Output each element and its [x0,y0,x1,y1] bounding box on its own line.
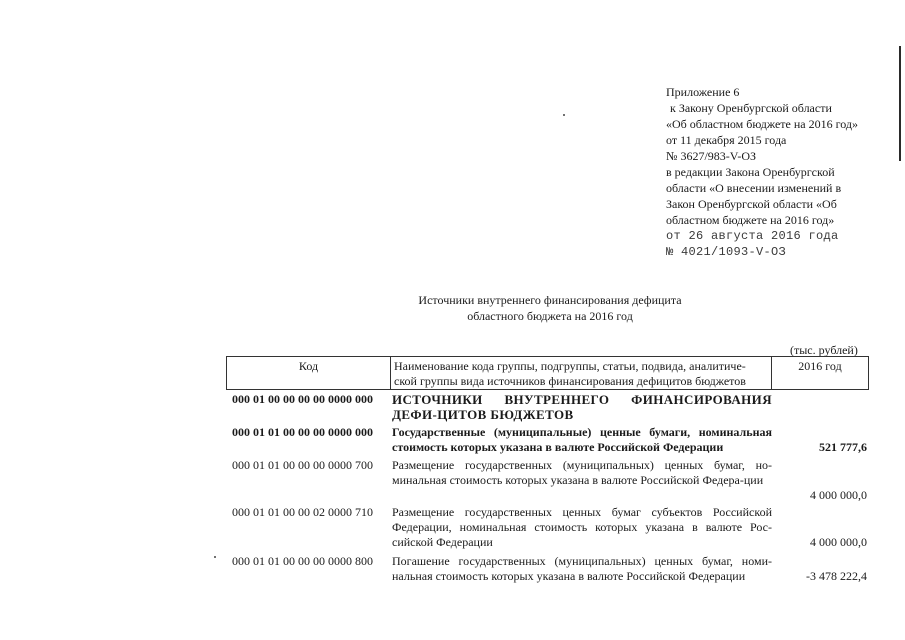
amendment-date-stamp: от 26 августа 2016 года [666,229,839,243]
appendix-line: Закон Оренбургской области «Об [666,197,837,211]
appendix-block [666,84,896,260]
appendix-line: от 11 декабря 2015 года [666,133,787,147]
row-value: 521 777,6 [819,440,867,454]
table-row [226,505,869,550]
table-row [226,425,869,455]
units-label: (тыс. рублей) [790,343,858,357]
table-row [226,554,869,584]
row-code: 000 01 00 00 00 00 0000 000 [232,392,373,406]
amendment-number-stamp: № 4021/1093-V-ОЗ [666,245,787,259]
row-name: ИСТОЧНИКИ ВНУТРЕННЕГО ФИНАНСИРОВАНИЯ ДЕФИ-ЦИТОВ БЮДЖЕТОВ [392,392,772,422]
row-name: Размещение государственных (муниципальных) ценных бумаг, но-минальная стоимость которых указана в валюте Российской Федера-ции [392,458,772,487]
title-line: областного бюджета на 2016 год [467,309,633,323]
appendix-line: областном бюджете на 2016 год» [666,213,835,227]
appendix-line: в редакции Закона Оренбургской [666,165,835,179]
row-name: Размещение государственных ценных бумаг субъектов Российской Федерации, номинальная стоимость которых указана в валюте Рос-сийской Федерации [392,505,772,549]
row-name: Государственные (муниципальные) ценные бумаги, номинальная стоимость которых указана в валюте Российской Федерации [392,425,772,454]
document-title [300,292,800,324]
row-code: 000 01 01 00 00 00 0000 800 [232,554,373,568]
row-name: Погашение государственных (муниципальных) ценных бумаг, номи-нальная стоимость которых указана в валюте Российской Федерации [392,554,772,583]
appendix-line: «Об областном бюджете на 2016 год» [666,117,858,131]
title-line: Источники внутреннего финансирования дефицита [418,293,682,307]
row-code: 000 01 01 00 00 02 0000 710 [232,505,373,519]
scan-edge-line [899,46,901,161]
row-code: 000 01 01 00 00 00 0000 700 [232,458,373,472]
scan-speck [214,556,216,558]
appendix-line: к Закону Оренбургской области [670,101,832,115]
scan-speck [563,114,565,116]
appendix-line: № 3627/983-V-ОЗ [666,149,757,163]
row-value: 4 000 000,0 [810,535,867,549]
row-code: 000 01 01 00 00 00 0000 000 [232,425,373,439]
header-code: Код [226,356,391,390]
header-name: Наименование кода группы, подгруппы, статьи, подвида, аналитиче-ской группы вида источников финансирования дефицитов бюджетов [390,356,772,390]
table-row [226,392,869,422]
header-year: 2016 год [771,356,869,390]
row-value: 4 000 000,0 [810,488,867,502]
row-value: -3 478 222,4 [806,569,867,583]
appendix-line: Приложение 6 [666,85,740,99]
appendix-line: области «О внесении изменений в [666,181,842,195]
table-row [226,458,869,503]
